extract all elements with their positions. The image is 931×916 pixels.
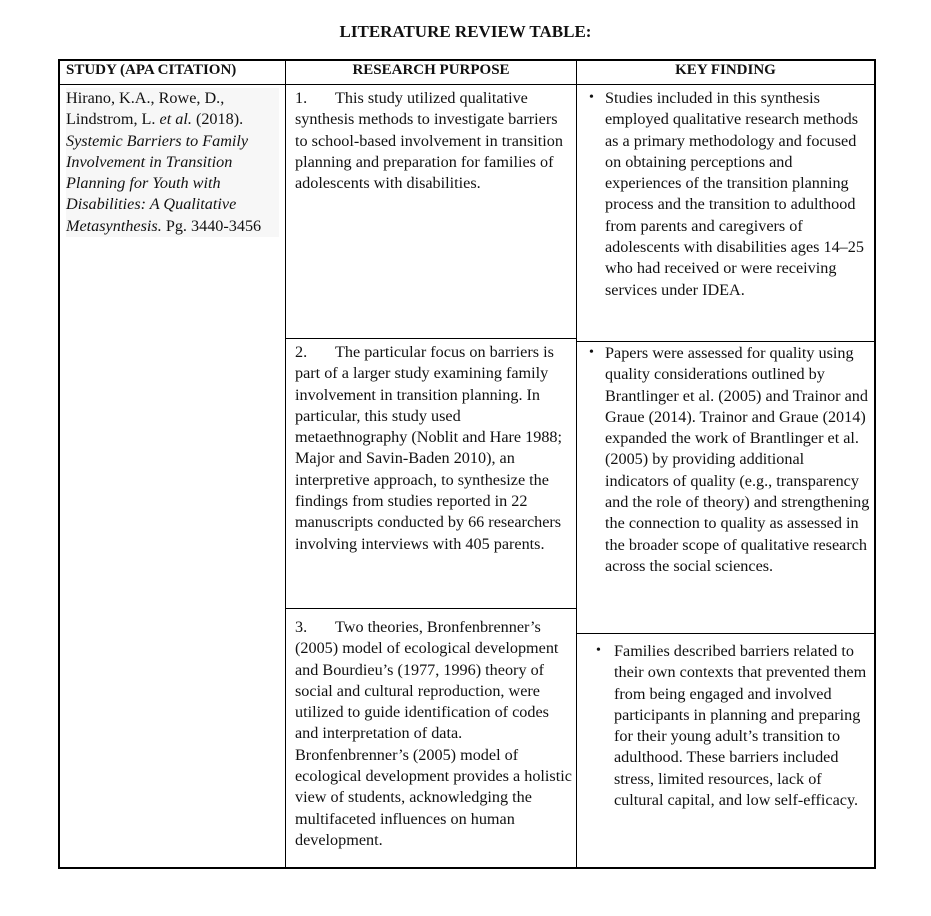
header-finding: KEY FINDING (675, 62, 776, 78)
finding-item-1 (605, 88, 871, 301)
purpose-number: 1. (295, 89, 308, 107)
finding-bullet-2: • (589, 345, 594, 360)
study-pages: Pg. 3440-3456 (161, 216, 262, 235)
border-top (58, 59, 876, 61)
column-divider-2 (576, 59, 577, 869)
purpose-text: This study utilized qualitative synthesis methods to investigate barriers to school-based involvement in transition planning and preparation for families of adolescents with disabilities. (295, 89, 563, 193)
study-year: (2018). (191, 110, 244, 129)
row-divider-finding-2 (576, 633, 876, 634)
border-left (58, 59, 60, 869)
study-article-title: Systemic Barriers to Family Involvement in Transition Planning for Youth with Disabilities: A Qualitative Metasynthesis. (66, 131, 249, 235)
border-right (874, 59, 876, 869)
finding-text: Studies included in this synthesis employed qualitative research methods as a primary methodology and focused on obtaining perceptions and experiences of the transition planning process and the transition to adulthood from parents and caregivers of adolescents with disabilities ages 14–25 who had received or were receiving services under IDEA. (605, 89, 864, 299)
row-divider-finding-1 (576, 341, 876, 342)
finding-text: Papers were assessed for quality using quality considerations outlined by Brantlinger et al. (2005) and Trainor and Graue (2014). Trainor and Graue (2014) expanded the work of Brantlinger et al. (2005) by providing additional indicators of quality (e.g., transparency and the role of theory) and strengthening the connection to quality as assessed in the broader scope of qualitative research across the social sciences. (605, 344, 870, 575)
study-authors: Hirano, K.A., Rowe, D., Lindstrom, L. (66, 89, 225, 129)
study-citation (66, 88, 279, 237)
finding-text: Families described barriers related to their own contexts that prevented them from being engaged and involved participants in planning and preparing for their young adult’s transition to adulthood. These barriers included stress, limited resources, lack of cultural capital, and low self-efficacy. (614, 642, 867, 810)
header-purpose: RESEARCH PURPOSE (352, 62, 510, 78)
finding-item-3 (614, 641, 871, 811)
row-divider-purpose-1 (285, 338, 577, 339)
purpose-item-3 (295, 617, 573, 851)
purpose-number: 3. (295, 618, 308, 636)
purpose-number: 2. (295, 343, 308, 361)
purpose-item-2 (295, 342, 573, 555)
header-study: STUDY (APA CITATION) (66, 62, 237, 78)
purpose-item-1 (295, 88, 573, 194)
purpose-text: The particular focus on barriers is part of a larger study examining family involvement in transition planning. In particular, this study used metaethnography (Noblit and Hare 1988; Major and Savin-Baden 2010), an interpretive approach, to synthesize the findings from studies reported in 22 manuscripts conducted by 66 researchers involving interviews with 405 parents. (295, 343, 563, 553)
column-divider-1 (285, 59, 286, 869)
finding-bullet-3: • (596, 643, 601, 658)
border-bottom (58, 867, 876, 869)
header-divider (58, 84, 876, 85)
purpose-text: Two theories, Bronfenbrenner’s (2005) model of ecological development and Bourdieu’s (1977, 1996) theory of social and cultural reproduction, were utilized to guide identification of codes and interpretation of data. Bronfenbrenner’s (2005) model of ecological development provides a holistic view of students, acknowledging the multifaceted influences on human development. (295, 618, 572, 849)
finding-bullet-1: • (589, 90, 594, 105)
finding-item-2 (605, 343, 871, 577)
table-title: LITERATURE REVIEW TABLE: (339, 22, 592, 41)
row-divider-purpose-2 (285, 608, 577, 609)
study-et-al: et al. (159, 110, 192, 129)
